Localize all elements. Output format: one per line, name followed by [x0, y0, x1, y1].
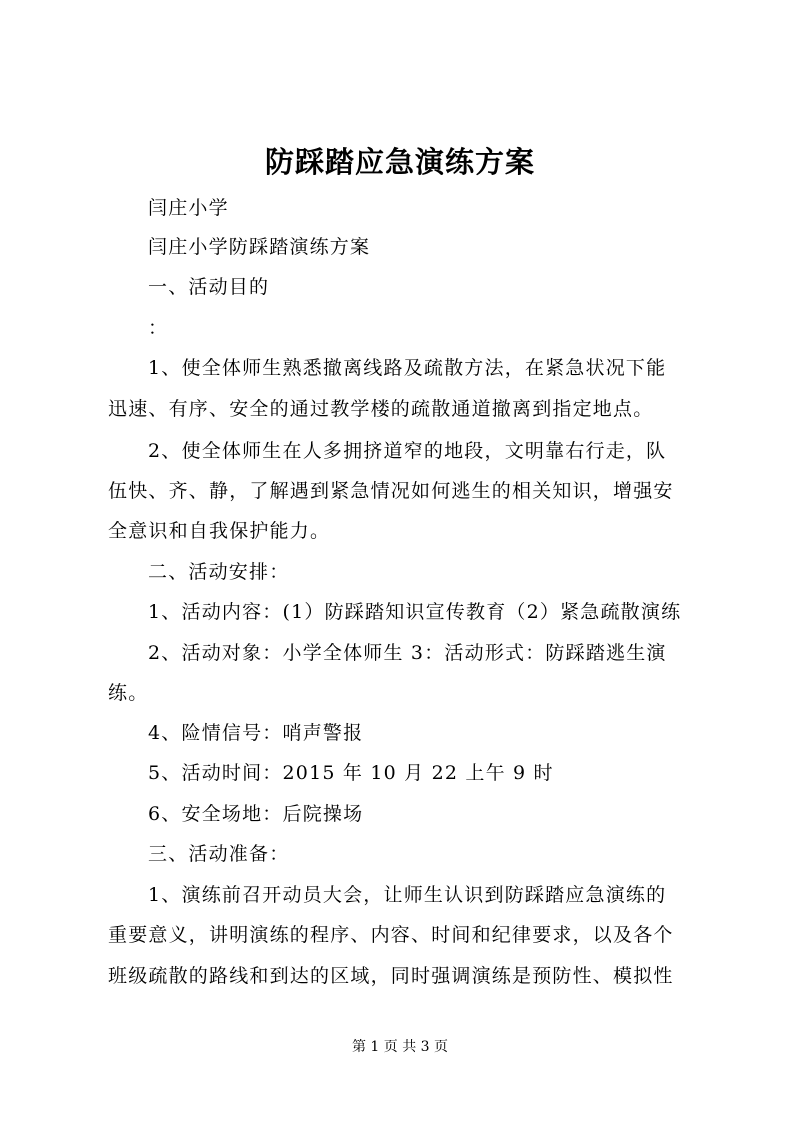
paragraph-line: 重要意义，讲明演练的程序、内容、时间和纪律要求，以及各个: [108, 924, 674, 946]
paragraph-line: 伍快、齐、静，了解遇到紧急情况如何逃生的相关知识，增强安: [108, 480, 674, 502]
school-name: 闫庄小学: [148, 197, 229, 219]
paragraph-line: 4、险情信号：哨声警报: [148, 722, 364, 744]
paragraph-line: 6、安全场地：后院操场: [148, 803, 364, 825]
paragraph-line: 全意识和自我保护能力。: [108, 520, 331, 542]
paragraph-line: 2、使全体师生在人多拥挤道窄的地段，文明靠右行走，队: [148, 440, 667, 462]
document-title: 防踩踏应急演练方案: [264, 145, 535, 179]
page-footer: 第 1 页 共 3 页: [351, 1039, 449, 1055]
paragraph-line: 2、活动对象：小学全体师生 3：活动形式：防踩踏逃生演: [148, 642, 667, 664]
paragraph-line: 1、演练前召开动员大会，让师生认识到防踩踏应急演练的: [148, 884, 667, 906]
paragraph-line: 1、使全体师生熟悉撤离线路及疏散方法，在紧急状况下能: [148, 357, 667, 379]
paragraph-line: 班级疏散的路线和到达的区域，同时强调演练是预防性、模拟性: [108, 965, 674, 987]
section-heading-2: 二、活动安排：: [148, 561, 290, 583]
paragraph-line: 1、活动内容：(1）防踩踏知识宣传教育（2）紧急疏散演练: [148, 601, 682, 623]
paragraph-line: ：: [148, 317, 169, 339]
paragraph-line: 5、活动时间：2015 年 10 月 22 上午 9 时: [148, 762, 554, 784]
section-heading-1: 一、活动目的: [148, 276, 270, 298]
plan-name: 闫庄小学防踩踏演练方案: [148, 236, 371, 258]
section-heading-3: 三、活动准备：: [148, 843, 290, 865]
paragraph-line: 迅速、有序、安全的通过教学楼的疏散通道撤离到指定地点。: [108, 398, 654, 420]
paragraph-line: 练。: [108, 682, 149, 704]
